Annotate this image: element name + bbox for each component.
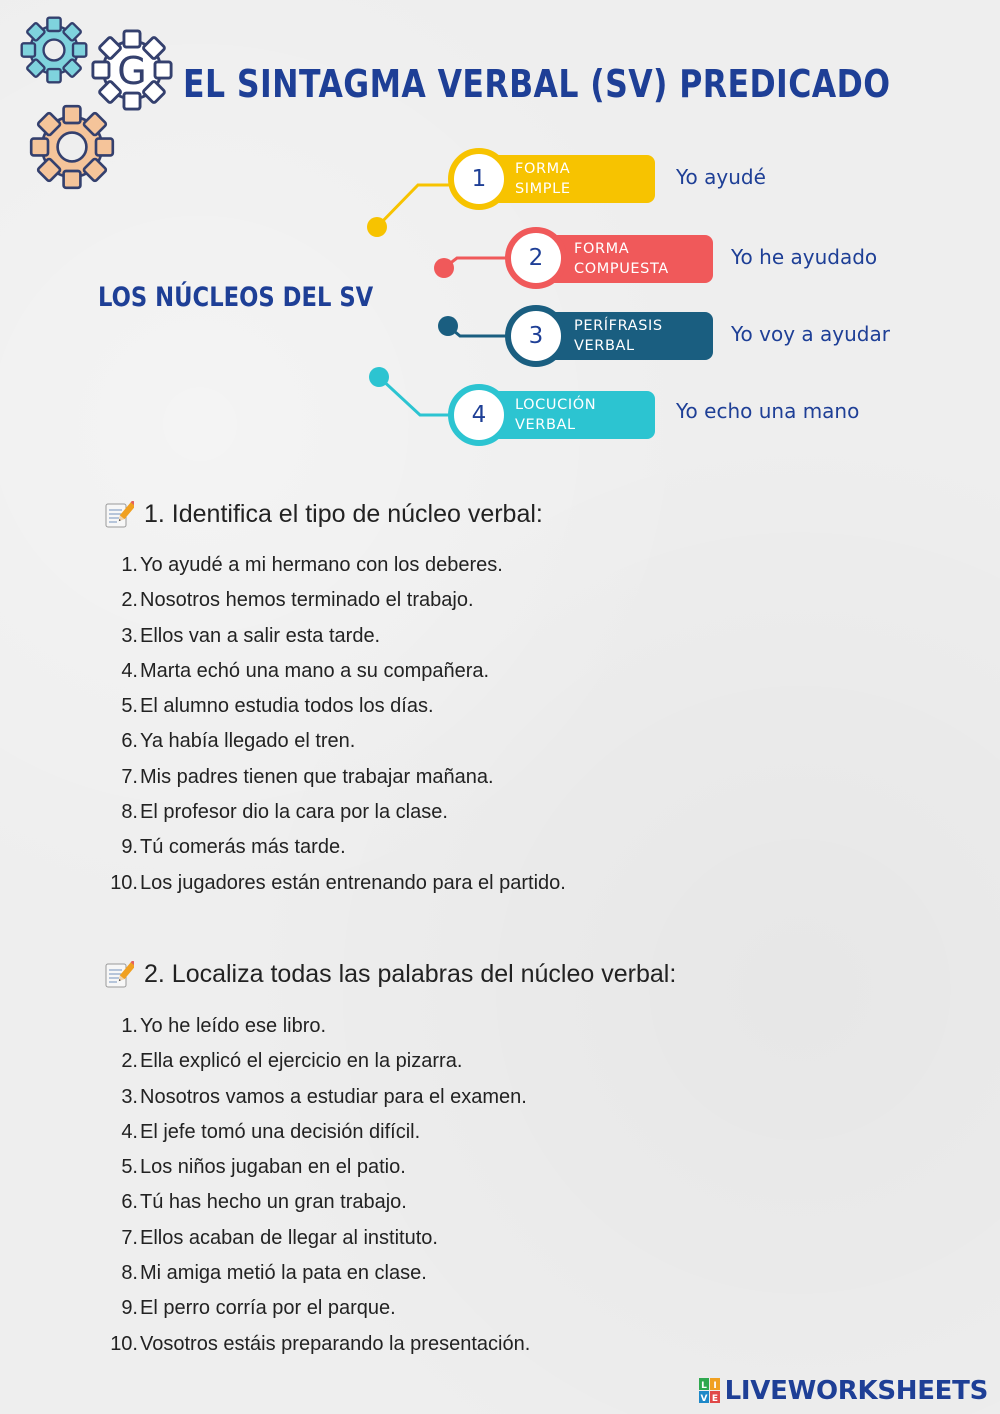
nucleus-type-1-line2: SIMPLE xyxy=(515,181,571,197)
item-text: El profesor dio la cara por la clase. xyxy=(140,801,448,824)
nucleus-example-2: Yo he ayudado xyxy=(731,245,878,269)
item-number: 5. xyxy=(121,695,138,718)
item-number: 10. xyxy=(110,1332,138,1355)
list-item xyxy=(104,1115,530,1150)
list-item xyxy=(104,724,566,759)
connector-dot-3 xyxy=(438,316,458,336)
list-item xyxy=(104,760,566,795)
item-number: 3. xyxy=(121,1085,138,1108)
item-number: 9. xyxy=(121,836,138,859)
brand-text: LIVEWORKSHEETS xyxy=(724,1376,988,1406)
list-item xyxy=(104,866,566,901)
item-text: El jefe tomó una decisión difícil. xyxy=(140,1120,421,1143)
item-text: Yo ayudé a mi hermano con los deberes. xyxy=(140,554,503,576)
item-number: 6. xyxy=(121,730,138,753)
nucleus-number-2: 2 xyxy=(505,227,567,289)
brand-mark-v: V xyxy=(700,1394,708,1404)
nucleus-type-2-line1: FORMA xyxy=(574,241,630,257)
item-number: 6. xyxy=(121,1191,138,1214)
exercise-1-heading-text: 1. Identifica el tipo de núcleo verbal: xyxy=(144,500,543,528)
nucleus-type-4-line2: VERBAL xyxy=(515,417,576,433)
item-text: Mi amiga metió la pata en clase. xyxy=(140,1262,427,1285)
liveworksheets-logo-icon xyxy=(699,1378,721,1404)
item-text: Tú comerás más tarde. xyxy=(140,836,346,859)
exercise-2-list xyxy=(104,1009,530,1362)
list-item xyxy=(104,830,566,865)
item-text: Mis padres tienen que trabajar mañana. xyxy=(140,765,494,788)
logo-letter: G xyxy=(117,49,147,93)
list-item xyxy=(104,689,566,724)
item-text: Los jugadores están entrenando para el partido. xyxy=(140,871,566,894)
item-number: 3. xyxy=(121,624,138,647)
nucleus-type-1-line1: FORMA xyxy=(515,161,571,177)
exercise-1-list xyxy=(104,548,566,901)
list-item xyxy=(104,795,566,830)
memo-pencil-icon xyxy=(104,501,134,529)
item-number: 4. xyxy=(121,659,138,682)
exercise-2-heading xyxy=(104,960,676,989)
nucleus-example-3: Yo voy a ayudar xyxy=(731,322,890,346)
item-number: 1. xyxy=(121,554,138,576)
list-item xyxy=(104,1080,530,1115)
list-item xyxy=(104,1009,530,1044)
nucleus-number-1: 1 xyxy=(448,148,510,210)
nucleus-type-4-line1: LOCUCIÓN xyxy=(515,397,597,413)
nucleus-type-3-line2: VERBAL xyxy=(574,338,635,354)
exercise-1-heading xyxy=(104,500,543,529)
brand-mark-e: E xyxy=(711,1394,718,1404)
item-text: Ella explicó el ejercicio en la pizarra. xyxy=(140,1050,463,1073)
item-number: 8. xyxy=(121,801,138,824)
diagram-subtitle: LOS NÚCLEOS DEL SV xyxy=(98,282,374,313)
item-text: El perro corría por el parque. xyxy=(140,1297,396,1320)
nucleus-example-1: Yo ayudé xyxy=(676,165,766,189)
connector-dot-4 xyxy=(369,367,389,387)
item-number: 7. xyxy=(121,1226,138,1249)
page-title: EL SINTAGMA VERBAL (SV) PREDICADO xyxy=(183,62,891,106)
brand-mark-l: L xyxy=(700,1381,707,1391)
nucleus-number-4: 4 xyxy=(448,384,510,446)
item-number: 4. xyxy=(121,1120,138,1143)
exercise-2-heading-text: 2. Localiza todas las palabras del núcleo verbal: xyxy=(144,960,677,988)
list-item xyxy=(104,1150,530,1185)
list-item xyxy=(104,654,566,689)
item-text: Los niños jugaban en el patio. xyxy=(140,1156,406,1179)
item-text: Marta echó una mano a su compañera. xyxy=(140,659,490,682)
list-item xyxy=(104,583,566,618)
item-number: 9. xyxy=(121,1297,138,1320)
nucleus-number-3: 3 xyxy=(505,305,567,367)
item-number: 7. xyxy=(121,765,138,788)
item-number: 5. xyxy=(121,1156,138,1179)
nucleus-example-4: Yo echo una mano xyxy=(676,399,860,423)
nucleus-type-2-line2: COMPUESTA xyxy=(574,261,669,277)
list-item xyxy=(104,1291,530,1326)
item-text: Yo he leído ese libro. xyxy=(140,1015,327,1037)
item-text: Tú has hecho un gran trabajo. xyxy=(140,1191,407,1214)
liveworksheets-brand xyxy=(699,1376,988,1406)
item-number: 2. xyxy=(121,589,138,612)
connector-dot-1 xyxy=(367,217,387,237)
item-text: Nosotros vamos a estudiar para el examen. xyxy=(140,1085,527,1108)
connector-line-1 xyxy=(377,185,460,227)
list-item xyxy=(104,1327,530,1362)
item-number: 1. xyxy=(121,1015,138,1037)
item-text: El alumno estudia todos los días. xyxy=(140,695,434,718)
item-number: 2. xyxy=(121,1050,138,1073)
list-item xyxy=(104,1185,530,1220)
brand-mark-i: I xyxy=(712,1381,717,1391)
item-text: Vosotros estáis preparando la presentación. xyxy=(140,1332,531,1355)
item-number: 8. xyxy=(121,1262,138,1285)
item-text: Ellos acaban de llegar al instituto. xyxy=(140,1226,438,1249)
connector-dot-2 xyxy=(434,258,454,278)
list-item xyxy=(104,619,566,654)
list-item xyxy=(104,1221,530,1256)
item-text: Ya había llegado el tren. xyxy=(140,730,356,753)
list-item xyxy=(104,548,566,583)
item-number: 10. xyxy=(110,871,138,894)
nucleus-type-3-line1: PERÍFRASIS xyxy=(574,318,663,334)
list-item xyxy=(104,1044,530,1079)
item-text: Ellos van a salir esta tarde. xyxy=(140,624,381,647)
memo-pencil-icon xyxy=(104,961,134,989)
list-item xyxy=(104,1256,530,1291)
item-text: Nosotros hemos terminado el trabajo. xyxy=(140,589,474,612)
